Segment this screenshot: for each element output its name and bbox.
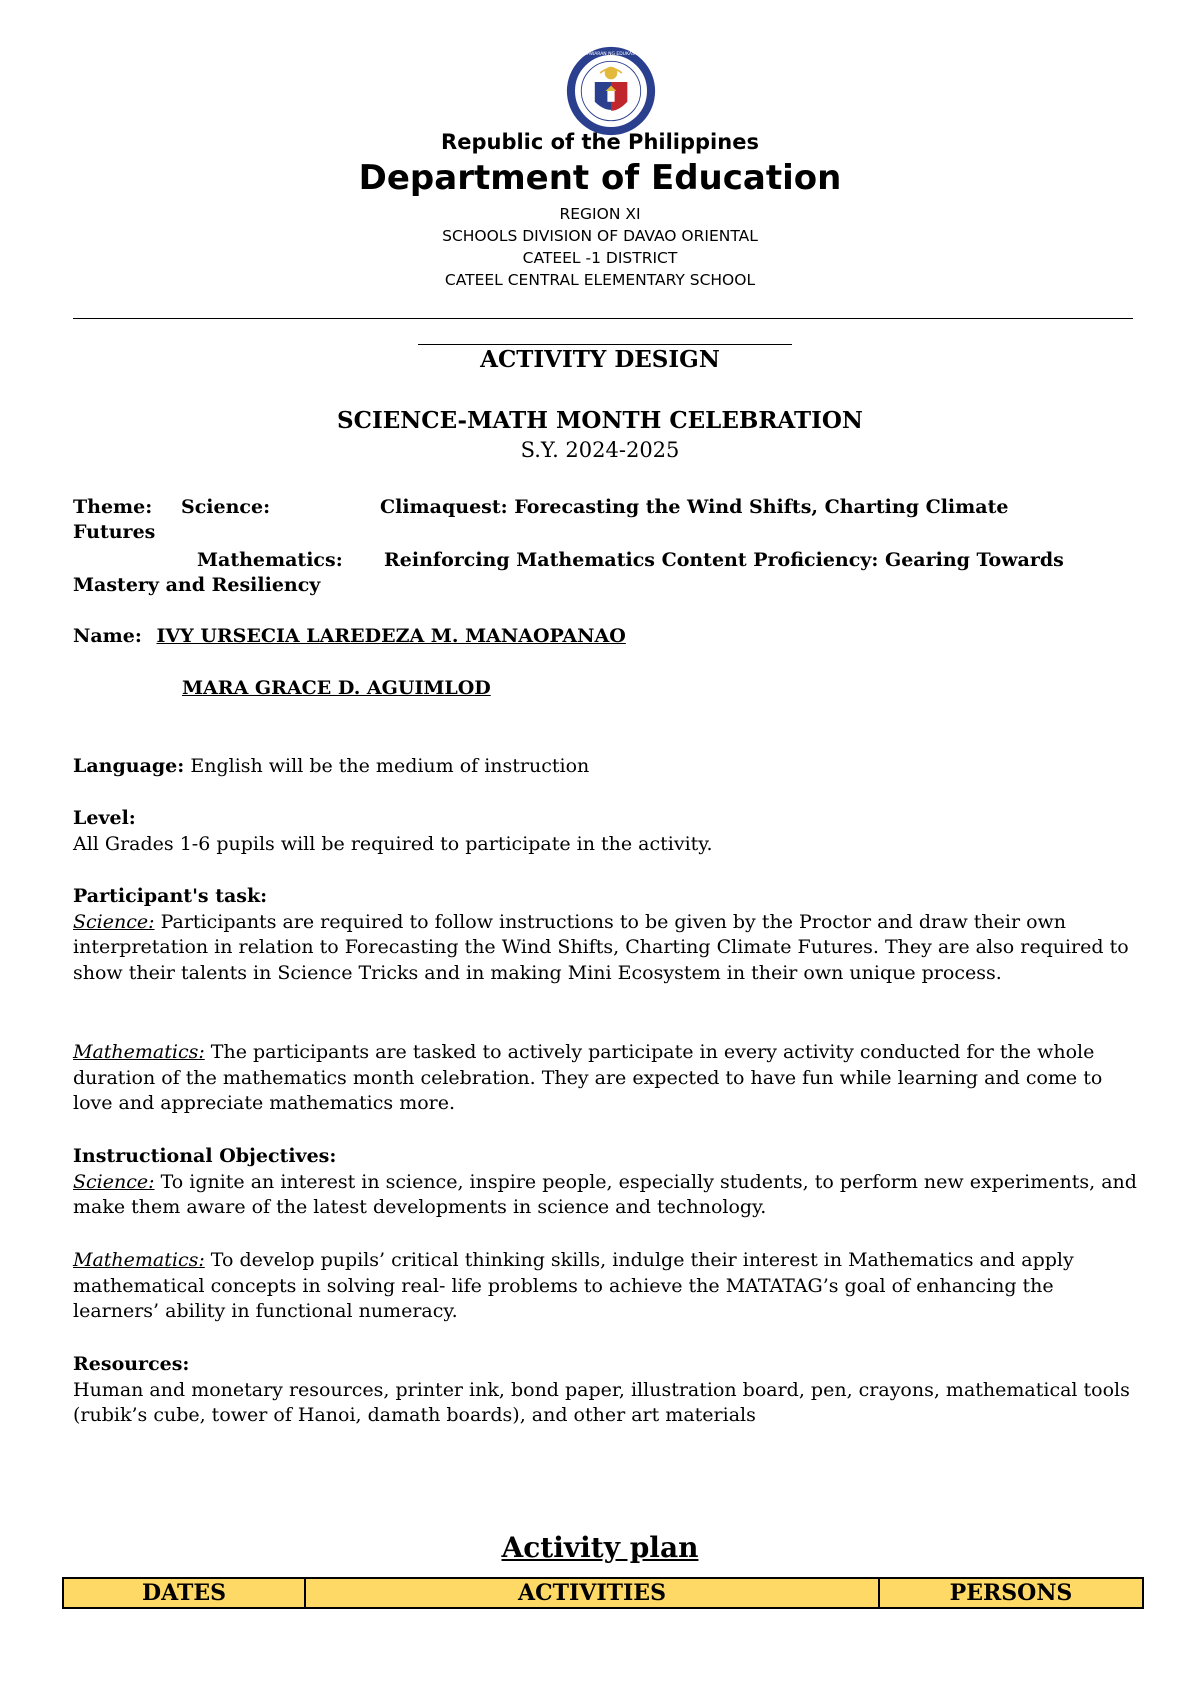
region-line: REGION XI [559, 205, 641, 223]
event-title: SCIENCE-MATH MONTH CELEBRATION [337, 407, 863, 434]
level-label: Level: [73, 807, 136, 829]
seal-text: KAGAWARAN NG EDUKASYON [577, 52, 645, 57]
objectives-label: Instructional Objectives: [73, 1145, 337, 1167]
department-heading: Department of Education [358, 158, 842, 198]
resources-text: Human and monetary resources, printer ink, bond paper, illustration board, pen, crayons, mathematical tools (rubik’s cube, tower of Hanoi, damath boards), and other art materials [73, 1378, 1130, 1426]
name-row [73, 625, 626, 647]
activity-plan-title: Activity plan [501, 1531, 699, 1564]
table-header-row [63, 1578, 1143, 1608]
level-section [73, 806, 1138, 857]
division-line: SCHOOLS DIVISION OF DAVAO ORIENTAL [442, 227, 758, 245]
theme-math-text: Reinforcing Mathematics Content Proficiency: Gearing Towards [384, 549, 1064, 571]
objectives-science-text: To ignite an interest in science, inspire people, especially students, to perform new experiments, and make them aware of the latest developments in science and technology. [73, 1170, 1137, 1218]
theme-math-row [197, 549, 1064, 571]
theme-science-text-cont: Futures [73, 521, 156, 543]
document-title: ACTIVITY DESIGN [480, 346, 720, 373]
resources-section [73, 1352, 1138, 1429]
objectives-math-label: Mathematics: [73, 1249, 205, 1271]
task-science-paragraph [73, 910, 1138, 987]
theme-science-label: Science: [181, 496, 271, 518]
objectives-science-paragraph [73, 1170, 1138, 1221]
task-math-paragraph [73, 1040, 1138, 1117]
column-dates: DATES [63, 1578, 305, 1608]
objectives-science-label: Science: [73, 1170, 155, 1193]
task-math-text: The participants are tasked to actively participate in every activity conducted for the whole duration of the mathematics month celebration. They are expected to have fun while learning and come to love and appreciate mathematics more. [73, 1041, 1103, 1114]
task-science-label: Science: [73, 910, 155, 933]
language-section [73, 754, 1138, 780]
school-year: S.Y. 2024-2025 [520, 438, 680, 462]
task-math-label: Mathematics: [73, 1041, 205, 1063]
level-text: All Grades 1-6 pupils will be required to participate in the activity. [73, 832, 713, 855]
objectives-math-text: To develop pupils’ critical thinking skills, indulge their interest in Mathematics and apply mathematical concepts in solving real- life problems to achieve the MATATAG’s goal of enhancing the learners’ ability in functional numeracy. [73, 1249, 1074, 1322]
school-line: CATEEL CENTRAL ELEMENTARY SCHOOL [444, 271, 756, 289]
district-line: CATEEL -1 DISTRICT [522, 249, 678, 267]
theme-label: Theme: [73, 496, 153, 518]
task-label: Participant's task: [73, 885, 268, 907]
language-text: English will be the medium of instruction [190, 755, 590, 777]
resources-label: Resources: [73, 1353, 190, 1375]
name-label: Name: [73, 625, 142, 647]
language-label: Language: [73, 755, 185, 777]
theme-science-text: Climaquest: Forecasting the Wind Shifts, Charting Climate [380, 496, 1009, 518]
objectives-math-paragraph [73, 1248, 1138, 1325]
column-activities: ACTIVITIES [305, 1578, 879, 1608]
task-science-text: Participants are required to follow instructions to be given by the Proctor and draw their own interpretation in relation to Forecasting the Wind Shifts, Charting Climate Futures. They are also required to show their talents in Science Tricks and in making Mini Ecosystem in their own unique process. [73, 910, 1129, 984]
activity-plan-table [62, 1577, 1144, 1609]
objectives-section [73, 1144, 1138, 1221]
republic-heading: Republic of the Philippines [441, 130, 759, 154]
theme-math-text-cont: Mastery and Resiliency [73, 574, 321, 596]
name-1: IVY URSECIA LAREDEZA M. MANAOPANAO [156, 625, 626, 647]
theme-science-row [73, 496, 1009, 518]
deped-seal-icon [566, 46, 656, 136]
name-2: MARA GRACE D. AGUIMLOD [182, 677, 491, 699]
title-underline [418, 344, 792, 345]
theme-math-label: Mathematics: [197, 549, 343, 571]
header-divider [73, 318, 1133, 319]
task-section [73, 884, 1138, 986]
column-persons: PERSONS [879, 1578, 1143, 1608]
